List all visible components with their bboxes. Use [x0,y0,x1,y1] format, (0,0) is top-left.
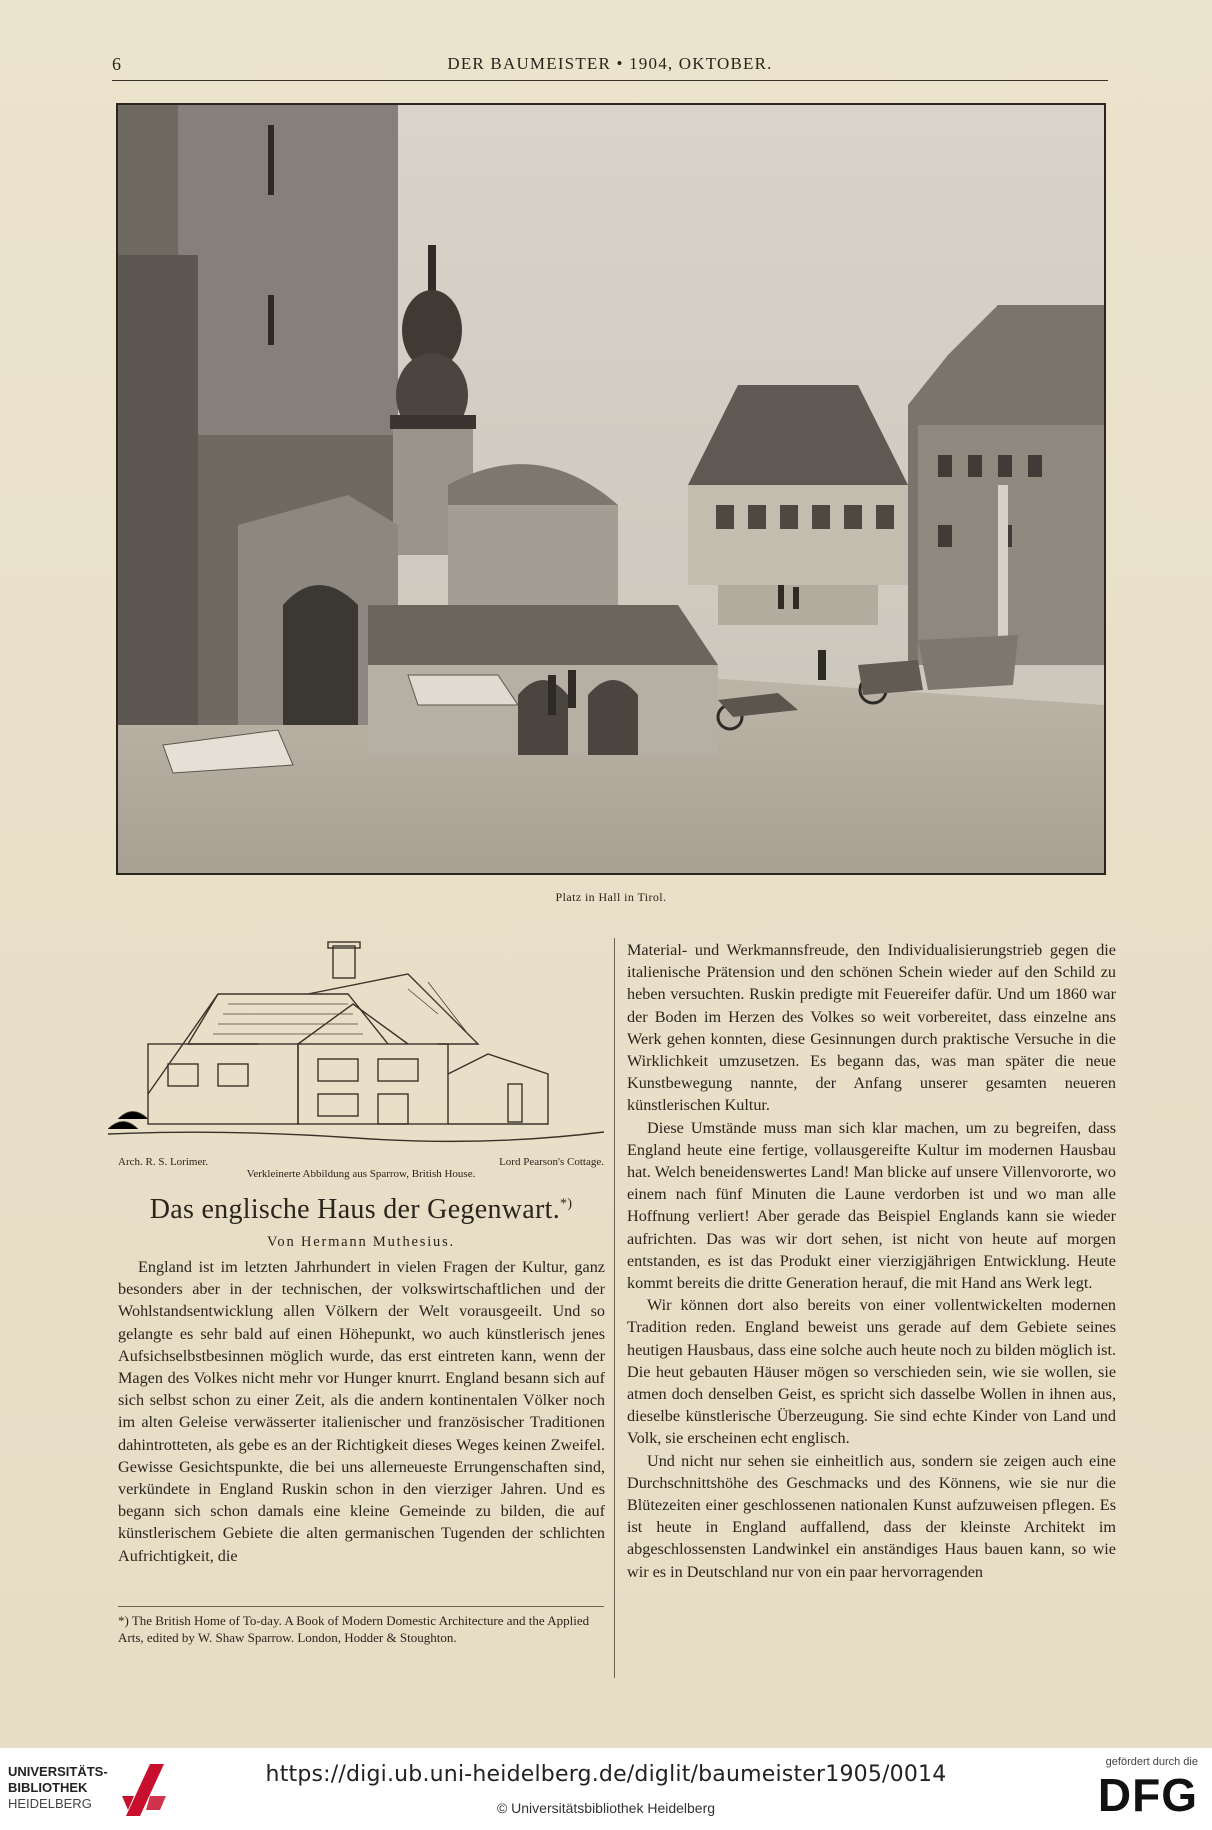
permalink-url[interactable]: https://digi.ub.uni-heidelberg.de/diglit/baumeister1905/0014 [265,1762,947,1787]
library-name-line2: BIBLIOTHEK [8,1780,88,1795]
paragraph: Diese Umstände muss man sich klar machen, um zu begreifen, dass England heute eine fertige, vollausgereifte Kultur im modernen Hausbau hat. Welch beneidenswertes Land! Man blicke auf unsere Villenvororte, wo einem nach fünf Minuten die Laune verdorben ist und wo man alle Hoffnung verliert! Aber gerade das Beispiel Englands kann sie wieder aufrichten. Das was wir dort sehen, ist nicht von heute auf morgen entstanden, es ist das Produkt einer vierzigjährigen Entwicklung. Heute kommt bereits die dritte Generation herauf, die mit Hand ans Werk legt. [627,1118,1116,1293]
funding-note: gefördert durch die [1105,1756,1198,1768]
footnote-marker: *) [560,1196,573,1212]
article-column-right [627,939,1116,1669]
cottage-illustration [108,934,604,1156]
dfg-logo[interactable]: DFG [1097,1769,1198,1821]
copyright-notice: © Universitätsbibliothek Heidelberg [496,1800,716,1816]
paragraph: England ist im letzten Jahrhundert in vielen Fragen der Kultur, ganz besonders aber in der technischen, der volkswirtschaftlichen und der Wohlstandsentwicklung allen Völkern der Welt vorausgeeilt. Und so gelangte es sehr bald auf einen Höhepunkt, wo auch künstlerisch jenes Aufsichselbstbesinnen möglich wurde, das erst eintreten kann, wenn der Magen des Volkes nicht mehr vor Hunger knurrt. England besann sich auf sich selbst schon zu einer Zeit, als die andern kontinentalen Völker noch im alten Geleise verwässerter italienischer und französischer Traditionen dahintrotteten, als gebe es an der Richtigkeit dieses Weges keinen Zweifel. Gewisse Gesichtspunkte, die bei uns allerneueste Errungenschaften sind, verkündete in England Ruskin schon in den vierziger Jahren. Und es begann sich schon damals eine kleine Gemeinde zu bilden, die auf künstlerischem Gebiete die alten germanischen Tugenden der schlichten Aufrichtigkeit, die [118,1258,605,1565]
cottage-architect-caption: Arch. R. S. Lorimer. [118,1156,209,1168]
cottage-source-caption: Verkleinerte Abbildung aus Sparrow, British House. [246,1168,476,1180]
article-byline: Von Hermann Muthesius. [267,1234,455,1250]
column-divider [614,938,615,1678]
page-number: 6 [112,54,121,74]
footnote: *) The British Home of To-day. A Book of Modern Domestic Architecture and the Applied Arts, edited by W. Shaw Sparrow. London, Hodder & Stoughton. [118,1613,590,1645]
photo-caption: Platz in Hall in Tirol. [555,890,667,904]
library-name-line3: HEIDELBERG [8,1796,92,1811]
town-square-photograph [116,103,1106,875]
article-title [118,1194,604,1226]
running-header [112,52,1108,81]
paragraph: Material- und Werkmannsfreude, den Individualisierungstrieb gegen die italienische Prätension und den schönen Schein wieder auf den Schild zu heben versuchten. Ruskin predigte mit Feuereifer dafür. Und um 1860 war der Boden im Herzen des Volkes so weit vorbereitet, dass einzelne ans Werk gehen konnten, diese Gesinnungen durch praktische Versuche in die Wirklichkeit umzusetzen. Es begann das, was man später die neue Kunstbewegung nannte, der Anfang unserer gesamten neueren künstlerischen Kultur. [627,941,1116,1115]
article-title-text: Das englische Haus der Gegenwart. [149,1194,561,1225]
library-name-line1: UNIVERSITÄTS- [8,1764,108,1779]
article-column-left [118,1256,605,1600]
library-footer [0,1748,1212,1830]
paragraph: Wir können dort also bereits von einer vollentwickelten modernen Tradition reden. England beweist uns gerade auf dem Gebiete seines heutigen Hausbaus, dass eine solche auch heute noch zu bilden möglich ist. Die heut gebauten Häuser mögen so verschieden sein, wie sie wollen, sie atmen doch denselben Geist, es spricht sich dasselbe Wollen in ihnen aus, dieselbe künstlerische Überzeugung. Sie sind echte Kinder von Land und Volk, sie erscheinen echt englisch. [627,1296,1116,1448]
footnote-rule [118,1606,604,1607]
cottage-name-caption: Lord Pearson's Cottage. [499,1156,604,1168]
running-title: DER BAUMEISTER • 1904, OKTOBER. [447,54,773,73]
paragraph: Und nicht nur sehen sie einheitlich aus, sondern sie zeigen auch eine Durchschnittshöhe des Geschmacks und des Könnens, wie sie nur die Blütezeiten einer geschlossenen nationalen Kunst aufzuweisen pflegen. Es ist heute in England auffallend, dass der kleinste Architekt im abgeschlossensten Landwinkel ein anständiges Haus bauen kann, so wie wir es in Deutschland nur von ein paar hervorragenden [627,1451,1116,1581]
